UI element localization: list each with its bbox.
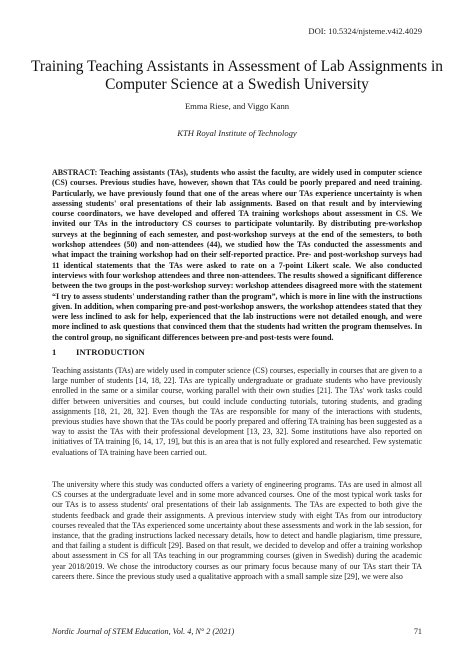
paper-affiliation: KTH Royal Institute of Technology — [177, 128, 297, 138]
section-heading — [52, 347, 422, 357]
page-number: 71 — [413, 627, 422, 636]
intro-paragraph-1: Teaching assistants (TAs) are widely used in computer science (CS) courses, especially in courses that are given to a large number of students [14, 18, 22]. TAs are typically undergraduate or graduate students who have previously enrolled in the same or a similar course, working parallel with their own studies [21]. The TAs' work tasks could differ between universities and courses, but could include conducting tutorials, tutoring students, and grading assignments [18, 21, 28, 32]. Even though the TAs are responsible for many of the interactions with students, previous studies have shown that the TAs could be poorly prepared and offering TA training has been suggested as a way to assist the TAs with their professional development [13, 23, 32]. Some institutions have also reported on initiatives of TA training [6, 14, 17, 19], but this is an area that is not fully explored and researched. Few systematic evaluations of TA training have been carried out. — [52, 366, 422, 457]
paper-title: Training Teaching Assistants in Assessment of Lab Assignments in Computer Science at a Swedish University — [31, 58, 443, 93]
abstract-text: ABSTRACT: Teaching assistants (TAs), students who assist the faculty, are widely used in computer science (CS) courses. Previous studies have, however, shown that TAs could be poorly prepared and need training. Particularly, we have previously found that one of the areas where our TAs experience uncertainty is when assessing students' oral presentations of their lab assignments. Based on that result and by interviewing course coordinators, we have developed and offered TA training workshops about assessment in CS. We invited our TAs in the introductory CS courses to participate voluntarily. By distributing pre-workshop surveys at the beginning of each semester, and post-workshop surveys at the end of the semesters, to both workshop attendees (50) and non-attendees (44), we studied how the TAs conducted the assessments and what impact the training workshop had on their self-reported practice. Pre- and post-workshop surveys had 11 identical statements that the TAs were asked to rate on a 7-point Likert scale. We also conducted interviews with four workshop attendees and three non-attendees. The results showed a significant difference between the two groups in the post-workshop survey: workshop attendees disagreed more with the statement “I try to assess students' understanding rather than the program”, which is more in line with the instructions given. In addition, when comparing pre-and post-workshop answers, the workshop attendees stated that they were less inclined to ask for help, experienced that the lab instructions were not detailed enough, and were more inclined to ask questions that convinced them that the students had written the program themselves. In the control group, no significant differences between pre-and post-tests were found. — [52, 168, 422, 342]
doi-header[interactable]: DOI: 10.5324/njsteme.v4i2.4029 — [308, 26, 422, 36]
section-title: INTRODUCTION — [76, 347, 145, 357]
intro-paragraph-2: The university where this study was conducted offers a variety of engineering programs. TAs are used in almost all CS courses at the undergraduate level and in some more advanced courses. One of the most typical work tasks for our TAs is to assess students' oral presentations of their lab assignments. The TAs are expected to both give the students feedback and grade their assignments. A previous interview study with eight TAs from our introductory courses revealed that the TAs experienced some uncertainty about these assessments and work in the lab session, for instance, that the grading instructions lacked necessary details, how to detect and handle plagiarism, time pressure, and that failing a student is difficult [29]. Based on that result, we decided to develop and offer a training workshop about assessment in CS for all TAs teaching in our programming courses (given in Swedish) during the academic year 2018/2019. We chose the introductory courses as our primary focus because many of our TAs start their TA careers there. Since the previous study used a qualitative approach with a small sample size [29], we were also — [52, 480, 422, 581]
paper-authors: Emma Riese, and Viggo Kann — [184, 101, 290, 111]
footer-journal: Nordic Journal of STEM Education, Vol. 4, N° 2 (2021) — [52, 627, 235, 636]
section-number: 1 — [52, 347, 57, 357]
